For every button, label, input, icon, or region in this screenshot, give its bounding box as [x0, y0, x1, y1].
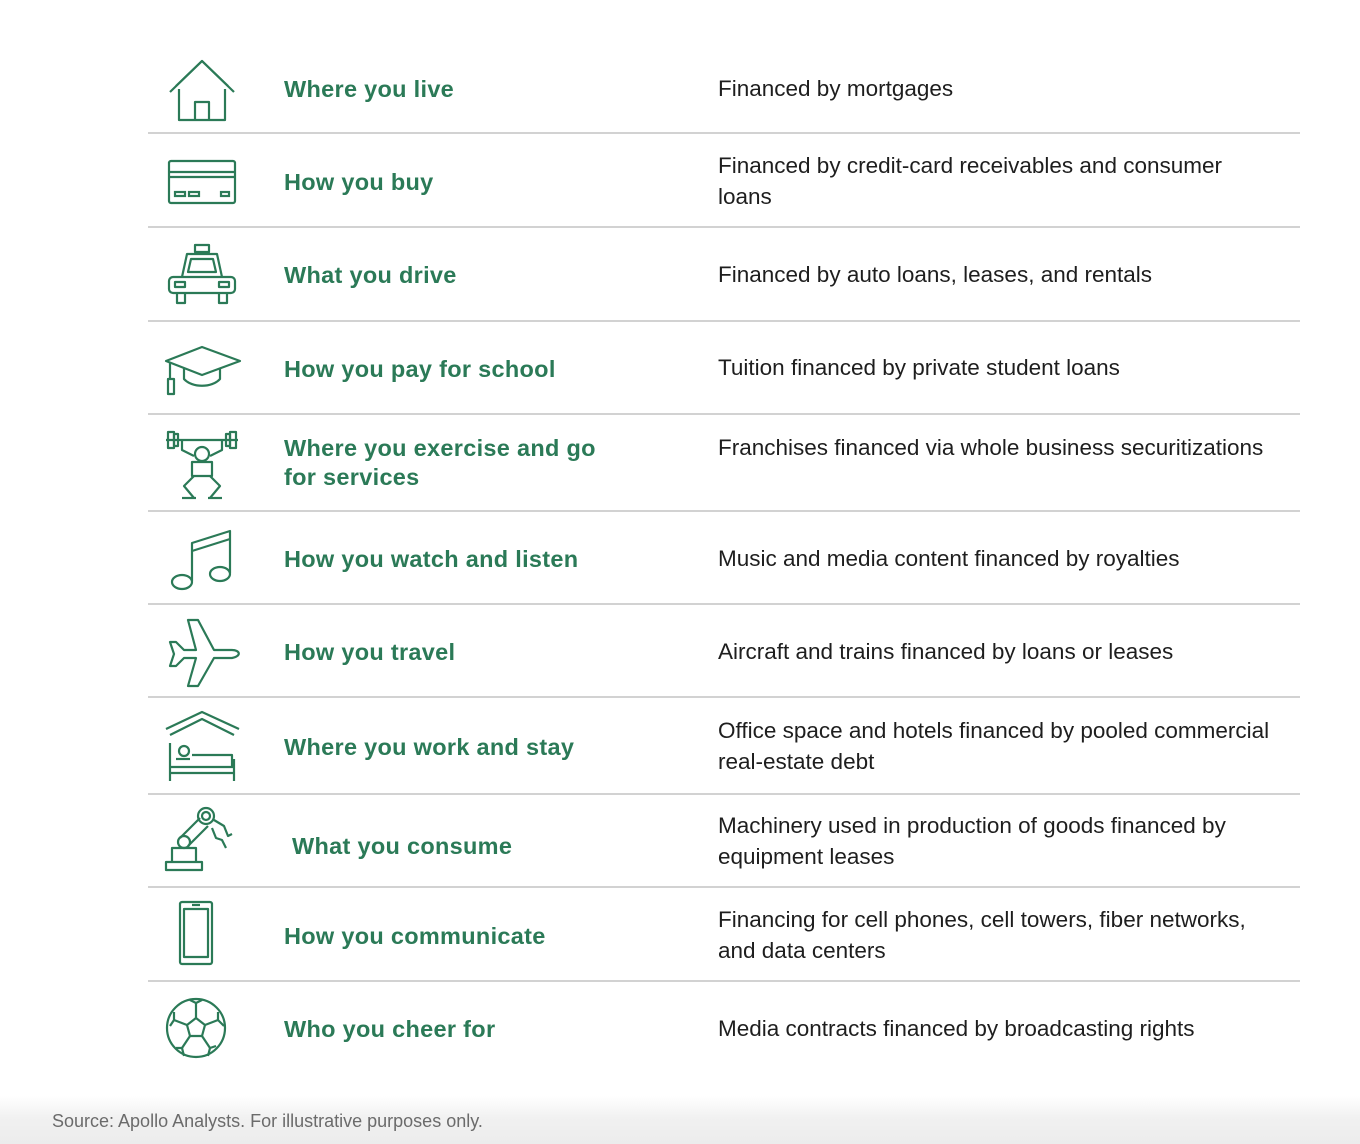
- row-divider: [148, 413, 1300, 415]
- cell-phone-icon: [162, 897, 242, 977]
- row-label: How you travel: [284, 639, 456, 665]
- car-icon: [162, 237, 242, 317]
- row-label: How you watch and listen: [284, 546, 579, 572]
- row-label: What you drive: [284, 262, 457, 288]
- row-divider: [148, 886, 1300, 888]
- row-divider: [148, 132, 1300, 134]
- graduation-cap-icon: [162, 331, 242, 411]
- row-label: Who you cheer for: [284, 1016, 496, 1042]
- row-divider: [148, 793, 1300, 795]
- row-label: Where you exercise and go for services: [284, 435, 596, 490]
- row-divider: [148, 980, 1300, 982]
- row-description: Tuition financed by private student loans: [718, 355, 1120, 380]
- row-description: Financed by auto loans, leases, and rentals: [718, 262, 1153, 287]
- row-divider: [148, 696, 1300, 698]
- row-divider: [148, 320, 1300, 322]
- row-description: Media contracts financed by broadcasting rights: [718, 1016, 1195, 1041]
- credit-card-icon: [162, 143, 242, 223]
- source-note: Source: Apollo Analysts. For illustrative purposes only.: [52, 1111, 483, 1131]
- row-description: Financed by mortgages: [718, 76, 954, 101]
- row-label: How you pay for school: [284, 356, 556, 382]
- bed-under-roof-icon: [162, 707, 242, 787]
- robot-arm-icon: [162, 804, 242, 884]
- house-icon: [162, 50, 242, 130]
- row-description: Financed by credit-card receivables and consumer loans: [718, 153, 1222, 209]
- row-divider: [148, 603, 1300, 605]
- row-description: Franchises financed via whole business securitizations: [718, 435, 1264, 460]
- row-label: What you consume: [292, 833, 513, 859]
- row-label: Where you work and stay: [284, 734, 575, 760]
- airplane-icon: [162, 614, 242, 694]
- row-description: Office space and hotels financed by pooled commercial real-estate debt: [718, 718, 1270, 774]
- row-description: Financing for cell phones, cell towers, fiber networks, and data centers: [718, 907, 1246, 963]
- weightlifter-icon: [162, 424, 242, 504]
- row-divider: [148, 510, 1300, 512]
- row-label: How you buy: [284, 169, 434, 195]
- row-description: Machinery used in production of goods financed by equipment leases: [718, 813, 1226, 869]
- row-description: Aircraft and trains financed by loans or leases: [718, 639, 1174, 664]
- row-divider: [148, 226, 1300, 228]
- row-description: Music and media content financed by royalties: [718, 546, 1180, 571]
- row-label: How you communicate: [284, 923, 546, 949]
- music-note-icon: [162, 521, 242, 601]
- row-label: Where you live: [284, 76, 455, 102]
- soccer-ball-icon: [162, 988, 242, 1068]
